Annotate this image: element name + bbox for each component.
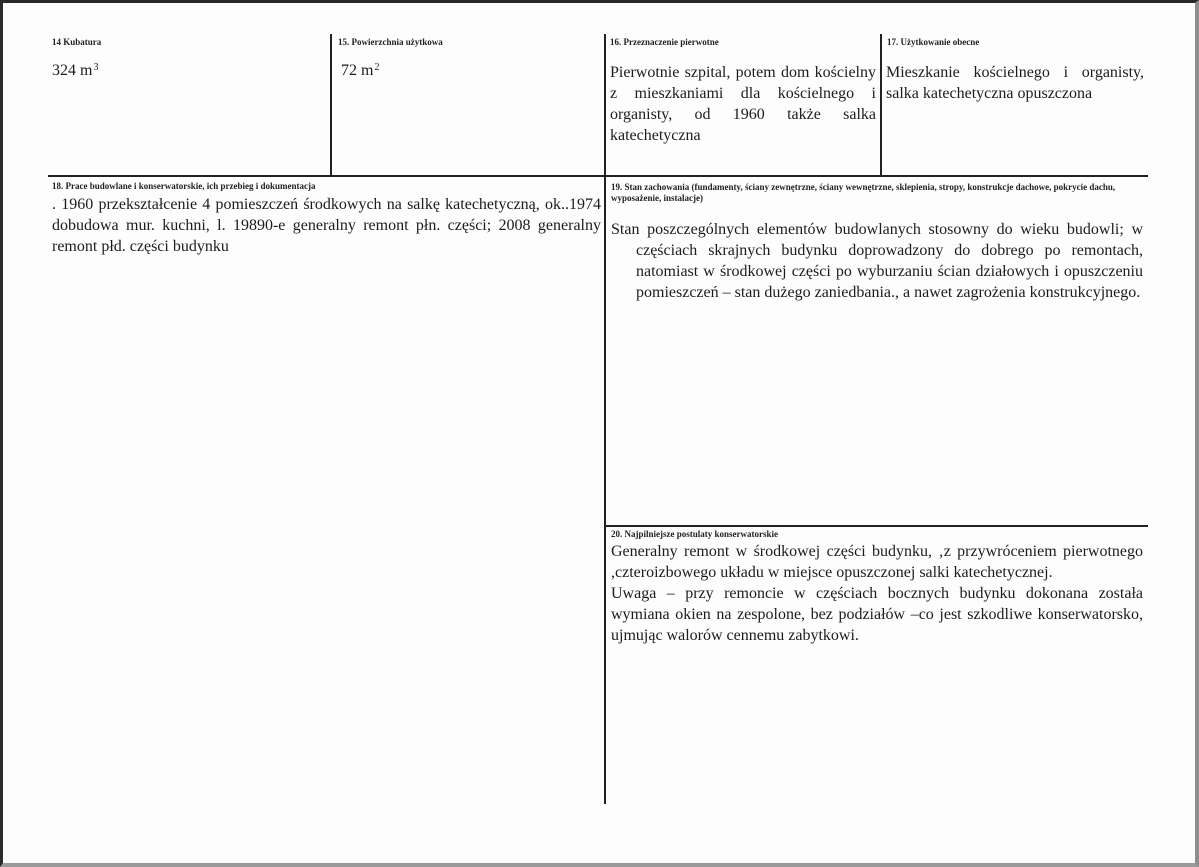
section-15-value — [341, 60, 379, 81]
section-20-top-rule — [604, 525, 1148, 527]
divider-15-16 — [604, 34, 606, 804]
section-16-label: 16. Przeznaczenie pierwotne — [610, 37, 719, 47]
section-15-label: 15. Powierzchnia użytkowa — [338, 37, 443, 47]
section-20-paragraph-2: Uwaga – przy remoncie w częściach bocznych budynku dokonana została wymiana okien na zespolone, bez podziałów –co jest szkodliwe konserwatorsko, ujmując walorów cennemu zabytkowi. — [611, 585, 1143, 644]
section-14-label: 14 Kubatura — [52, 37, 102, 47]
area-exponent: 2 — [374, 62, 380, 73]
divider-14-15 — [330, 34, 332, 176]
section-19-body — [611, 219, 1143, 303]
kubatura-exponent: 3 — [93, 62, 99, 73]
section-18-text: . 1960 przekształcenie 4 pomieszczeń środkowych na salkę katechetyczną, ok..1974 dobudowa mur. kuchni, l. 19890-e generalny remont płn. części; 2008 generalny remont płd. części budynku — [52, 196, 601, 255]
divider-16-17 — [880, 34, 882, 176]
section-19-label: 19. Stan zachowania (fundamenty, ściany zewnętrzne, ściany wewnętrzne, sklepienia, stropy, konstrukcje dachowe, pokrycie dachu, wyposażenie, instalacje) — [611, 182, 1116, 203]
section-20-label: 20. Najpilniejsze postulaty konserwatorskie — [611, 529, 778, 539]
section-19-text: Stan poszczególnych elementów budowlanych stosowny do wieku budowli; w częściach skrajnych budynku doprowadzony do dobrego po remontach, natomiast w środkowej części po wyburzaniu ścian działowych i opuszczeniu pomieszczeń – stan dużego zaniedbania., a nawet zagrożenia konstrukcyjnego. — [611, 221, 1143, 301]
section-14-value — [52, 60, 98, 81]
section-20-paragraph-1: Generalny remont w środkowej części budynku, ‚z przywróceniem pierwotnego ,czteroizbowego układu w miejsce opuszczonej salki katechetycznej. — [611, 543, 1143, 581]
section-16-text: Pierwotnie szpital, potem dom kościelny z mieszkaniami dla kościelnego i organisty, od 1960 także salka katechetyczna — [610, 64, 876, 144]
section-18-label: 18. Prace budowlane i konserwatorskie, ich przebieg i dokumentacja — [52, 181, 316, 191]
section-17-label: 17. Użytkowanie obecne — [887, 37, 980, 47]
area-value: 72 m — [341, 62, 374, 79]
section-20-body — [611, 541, 1143, 646]
kubatura-value: 324 m — [52, 62, 93, 79]
top-row-bottom-rule — [48, 175, 1148, 177]
section-17-text: Mieszkanie kościelnego i organisty, salka katechetyczna opuszczona — [886, 64, 1144, 102]
